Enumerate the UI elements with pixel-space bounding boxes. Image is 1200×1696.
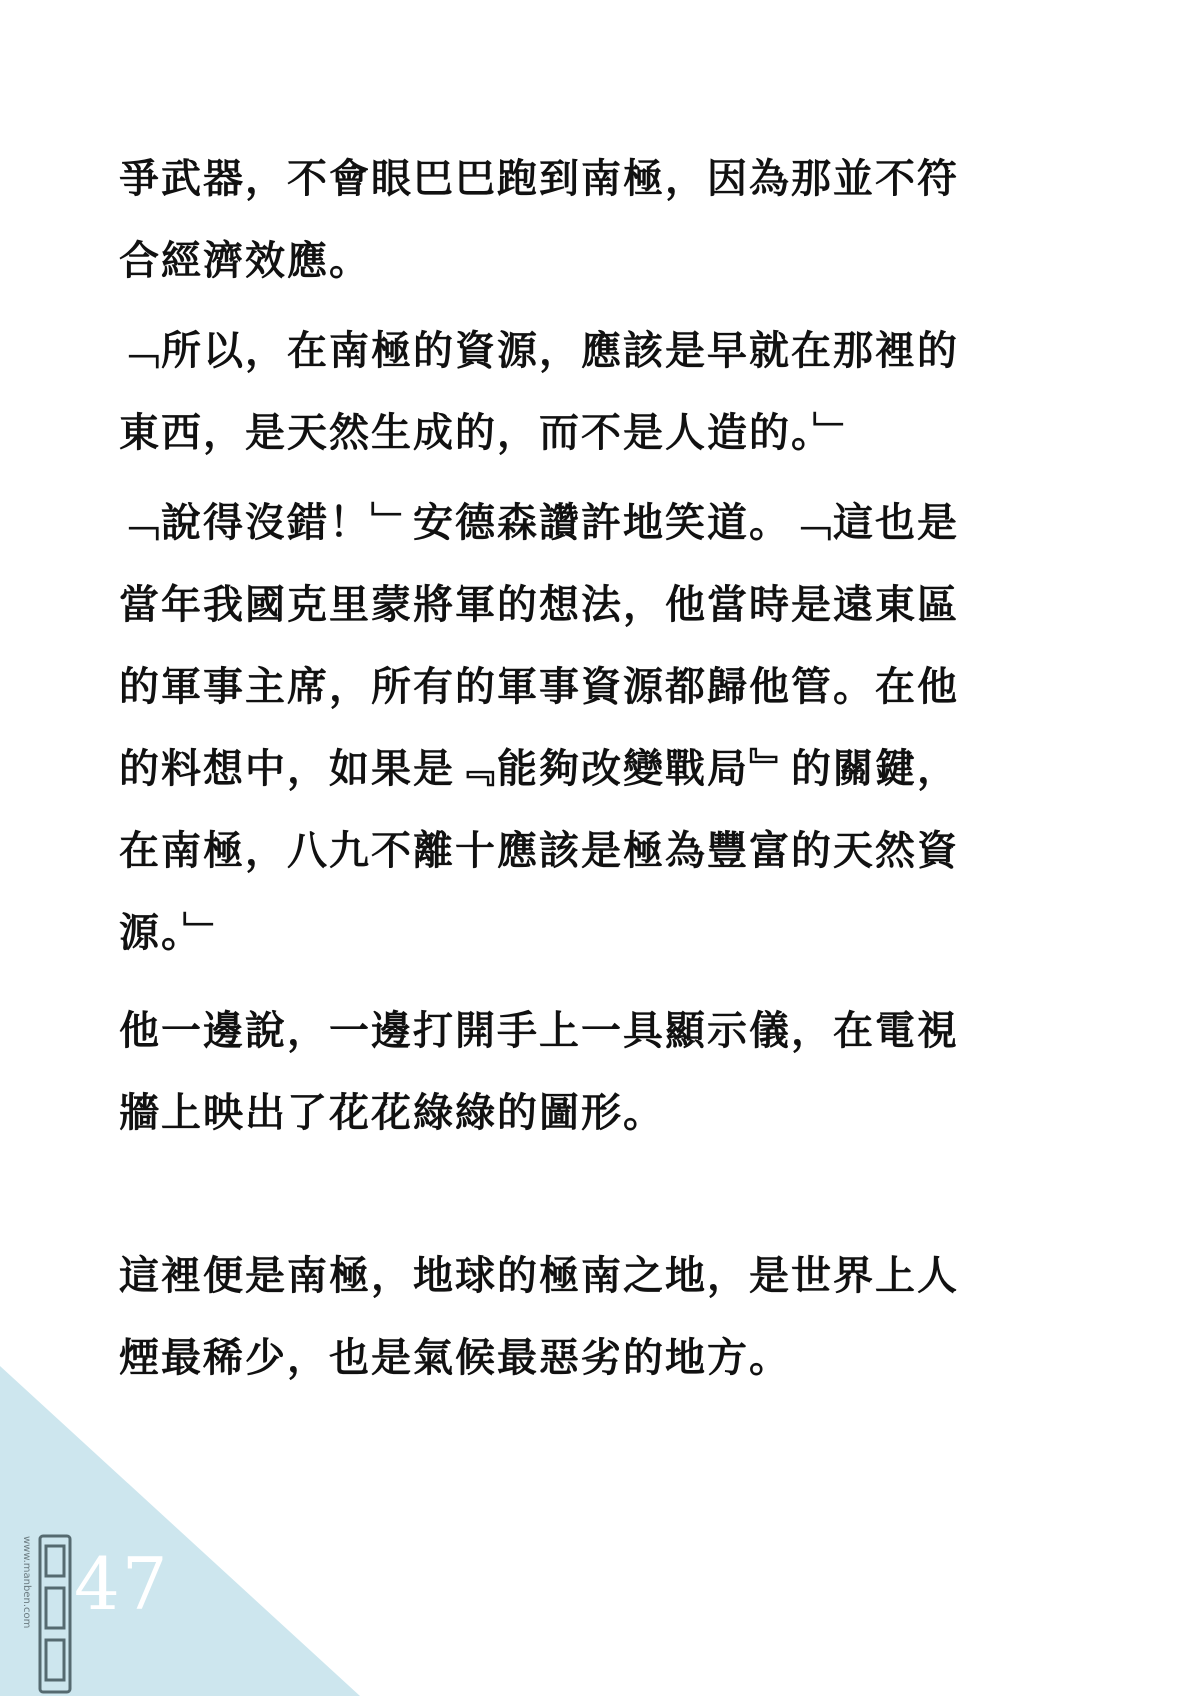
watermark-logo bbox=[14, 1532, 74, 1696]
text-line: 在南極，八九不離十應該是極為豐富的天然資 bbox=[119, 828, 959, 874]
text-line: 牆上映出了花花綠綠的圖形。 bbox=[119, 1090, 665, 1136]
page-number: 47 bbox=[74, 1542, 170, 1626]
text-line: 的軍事主席，所有的軍事資源都歸他管。在他 bbox=[119, 664, 959, 710]
text-line: 這裡便是南極，地球的極南之地，是世界上人 bbox=[119, 1253, 959, 1299]
text-line: 源。﹂ bbox=[119, 910, 225, 956]
text-line: 爭武器，不會眼巴巴跑到南極，因為那並不符 bbox=[119, 156, 959, 202]
text-line: 煙最稀少，也是氣候最惡劣的地方。 bbox=[119, 1335, 791, 1381]
paragraph-3 bbox=[119, 482, 1119, 974]
text-line: 當年我國克里蒙將軍的想法，他當時是遠東區 bbox=[119, 582, 959, 628]
paragraph-1 bbox=[119, 138, 1119, 302]
paragraph-2 bbox=[119, 310, 1119, 474]
paragraph-4 bbox=[119, 990, 1119, 1154]
text-line: 的料想中，如果是﹃能夠改變戰局﹄的關鍵， bbox=[119, 746, 959, 792]
text-line: 他一邊說，一邊打開手上一具顯示儀，在電視 bbox=[119, 1008, 959, 1054]
text-line: ﹁說得沒錯！﹂安德森讚許地笑道。﹁這也是 bbox=[119, 500, 959, 546]
text-line: ﹁所以，在南極的資源，應該是早就在那裡的 bbox=[119, 328, 959, 374]
text-line: 合經濟效應。 bbox=[119, 238, 371, 284]
text-line: 東西，是天然生成的，而不是人造的。﹂ bbox=[119, 410, 855, 456]
svg-text:www.manben.com: www.manben.com bbox=[21, 1536, 32, 1629]
